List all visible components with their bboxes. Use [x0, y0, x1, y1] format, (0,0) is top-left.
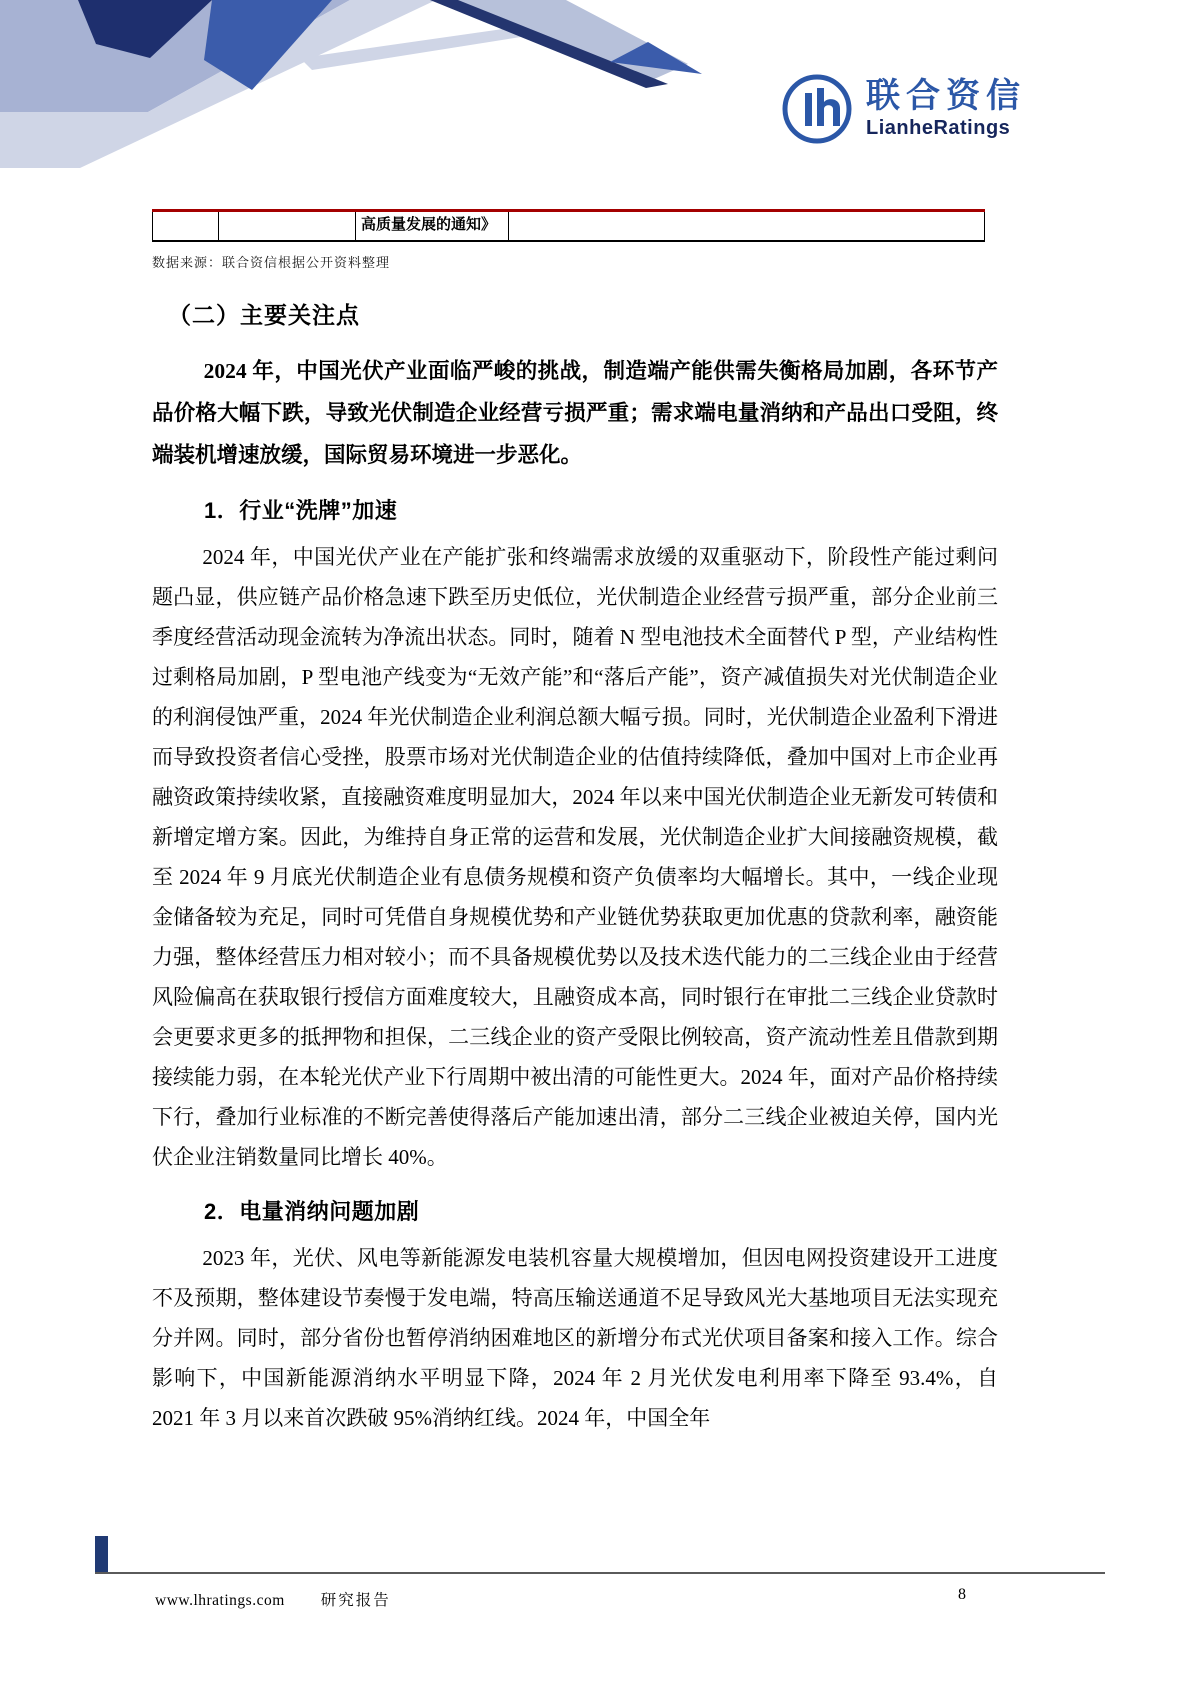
section-heading: （二）主要关注点 [168, 302, 360, 328]
footer-divider [95, 1572, 1105, 1574]
footer-accent-block [95, 1536, 108, 1573]
subsection-2-heading: 2．电量消纳问题加剧 [204, 1199, 420, 1224]
header-decoration [0, 0, 760, 200]
intro-paragraph: 2024 年，中国光伏产业面临严峻的挑战，制造端产能供需失衡格局加剧，各环节产品价格大幅下跌，导致光伏制造企业经营亏损严重；需求端电量消纳和产品出口受阻，终端装机增速放缓，国际贸易环境进一步恶化。 [152, 359, 998, 467]
subsection-1-body: 2024 年，中国光伏产业在产能扩张和终端需求放缓的双重驱动下，阶段性产能过剩问题凸显，供应链产品价格急速下跌至历史低位，光伏制造企业经营亏损严重，部分企业前三季度经营活动现金流转为净流出状态。同时，随着 N 型电池技术全面替代 P 型，产业结构性过剩格局加剧，P 型电池产线变为“无效产能”和“落后产能”，资产减值损失对光伏制造企业的利润侵蚀严重，2024 年光伏制造企业利润总额大幅亏损。同时，光伏制造企业盈利下滑进而导致投资者信心受挫，股票市场对光伏制造企业的估值持续降低，叠加中国对上市企业再融资政策持续收紧，直接融资难度明显加大，2024 年以来中国光伏制造企业无新发可转债和新增定增方案。因此，为维持自身正常的运营和发展，光伏制造企业扩大间接融资规模，截至 2024 年 9 月底光伏制造企业有息债务规模和资产负债率均大幅增长。其中，一线企业现金储备较为充足，同时可凭借自身规模优势和产业链优势获取更加优惠的贷款利率，融资能力强，整体经营压力相对较小；而不具备规模优势以及技术迭代能力的二三线企业由于经营风险偏高在获取银行授信方面难度较大，且融资成本高，同时银行在审批二三线企业贷款时会更要求更多的抵押物和担保，二三线企业的资产受限比例较高，资产流动性差且借款到期接续能力弱，在本轮光伏产业下行周期中被出清的可能性更大。2024 年，面对产品价格持续下行，叠加行业标准的不断完善使得落后产能加速出清，部分二三线企业被迫关停，国内光伏企业注销数量同比增长 40%。 [152, 545, 998, 1169]
table-fragment [152, 209, 985, 242]
table-cell-empty-2 [219, 212, 356, 240]
subsection-2-body: 2023 年，光伏、风电等新能源发电装机容量大规模增加，但因电网投资建设开工进度不及预期，整体建设节奏慢于发电端，特高压输送通道不足导致风光大基地项目无法实现充分并网。同时，部分省份也暂停消纳困难地区的新增分布式光伏项目备案和接入工作。综合影响下，中国新能源消纳水平明显下降，2024 年 2 月光伏发电利用率下降至 93.4%，自 2021 年 3 月以来首次跌破 95%消纳红线。2024 年，中国全年 [152, 1246, 998, 1430]
table-cell-notice-title: 高质量发展的通知》 [356, 212, 509, 240]
main-content [152, 297, 998, 1438]
table-cell-empty-3 [509, 212, 985, 240]
data-source-note: 数据来源：联合资信根据公开资料整理 [152, 255, 391, 270]
table-row [152, 212, 985, 242]
lianhe-logo-icon [780, 72, 854, 146]
table-cell-empty-1 [153, 212, 219, 240]
lianhe-logo [780, 72, 1026, 146]
logo-text [866, 76, 1026, 140]
subsection-1-heading: 1．行业“洗牌”加速 [204, 498, 398, 523]
logo-cn-name: 联合资信 [866, 76, 1026, 115]
footer-left [155, 1588, 391, 1610]
logo-en-name: LianheRatings [866, 117, 1011, 140]
footer-report-label: 研究报告 [320, 1592, 391, 1609]
footer-site-url: www.lhratings.com [155, 1592, 285, 1609]
page-number: 8 [958, 1586, 966, 1603]
